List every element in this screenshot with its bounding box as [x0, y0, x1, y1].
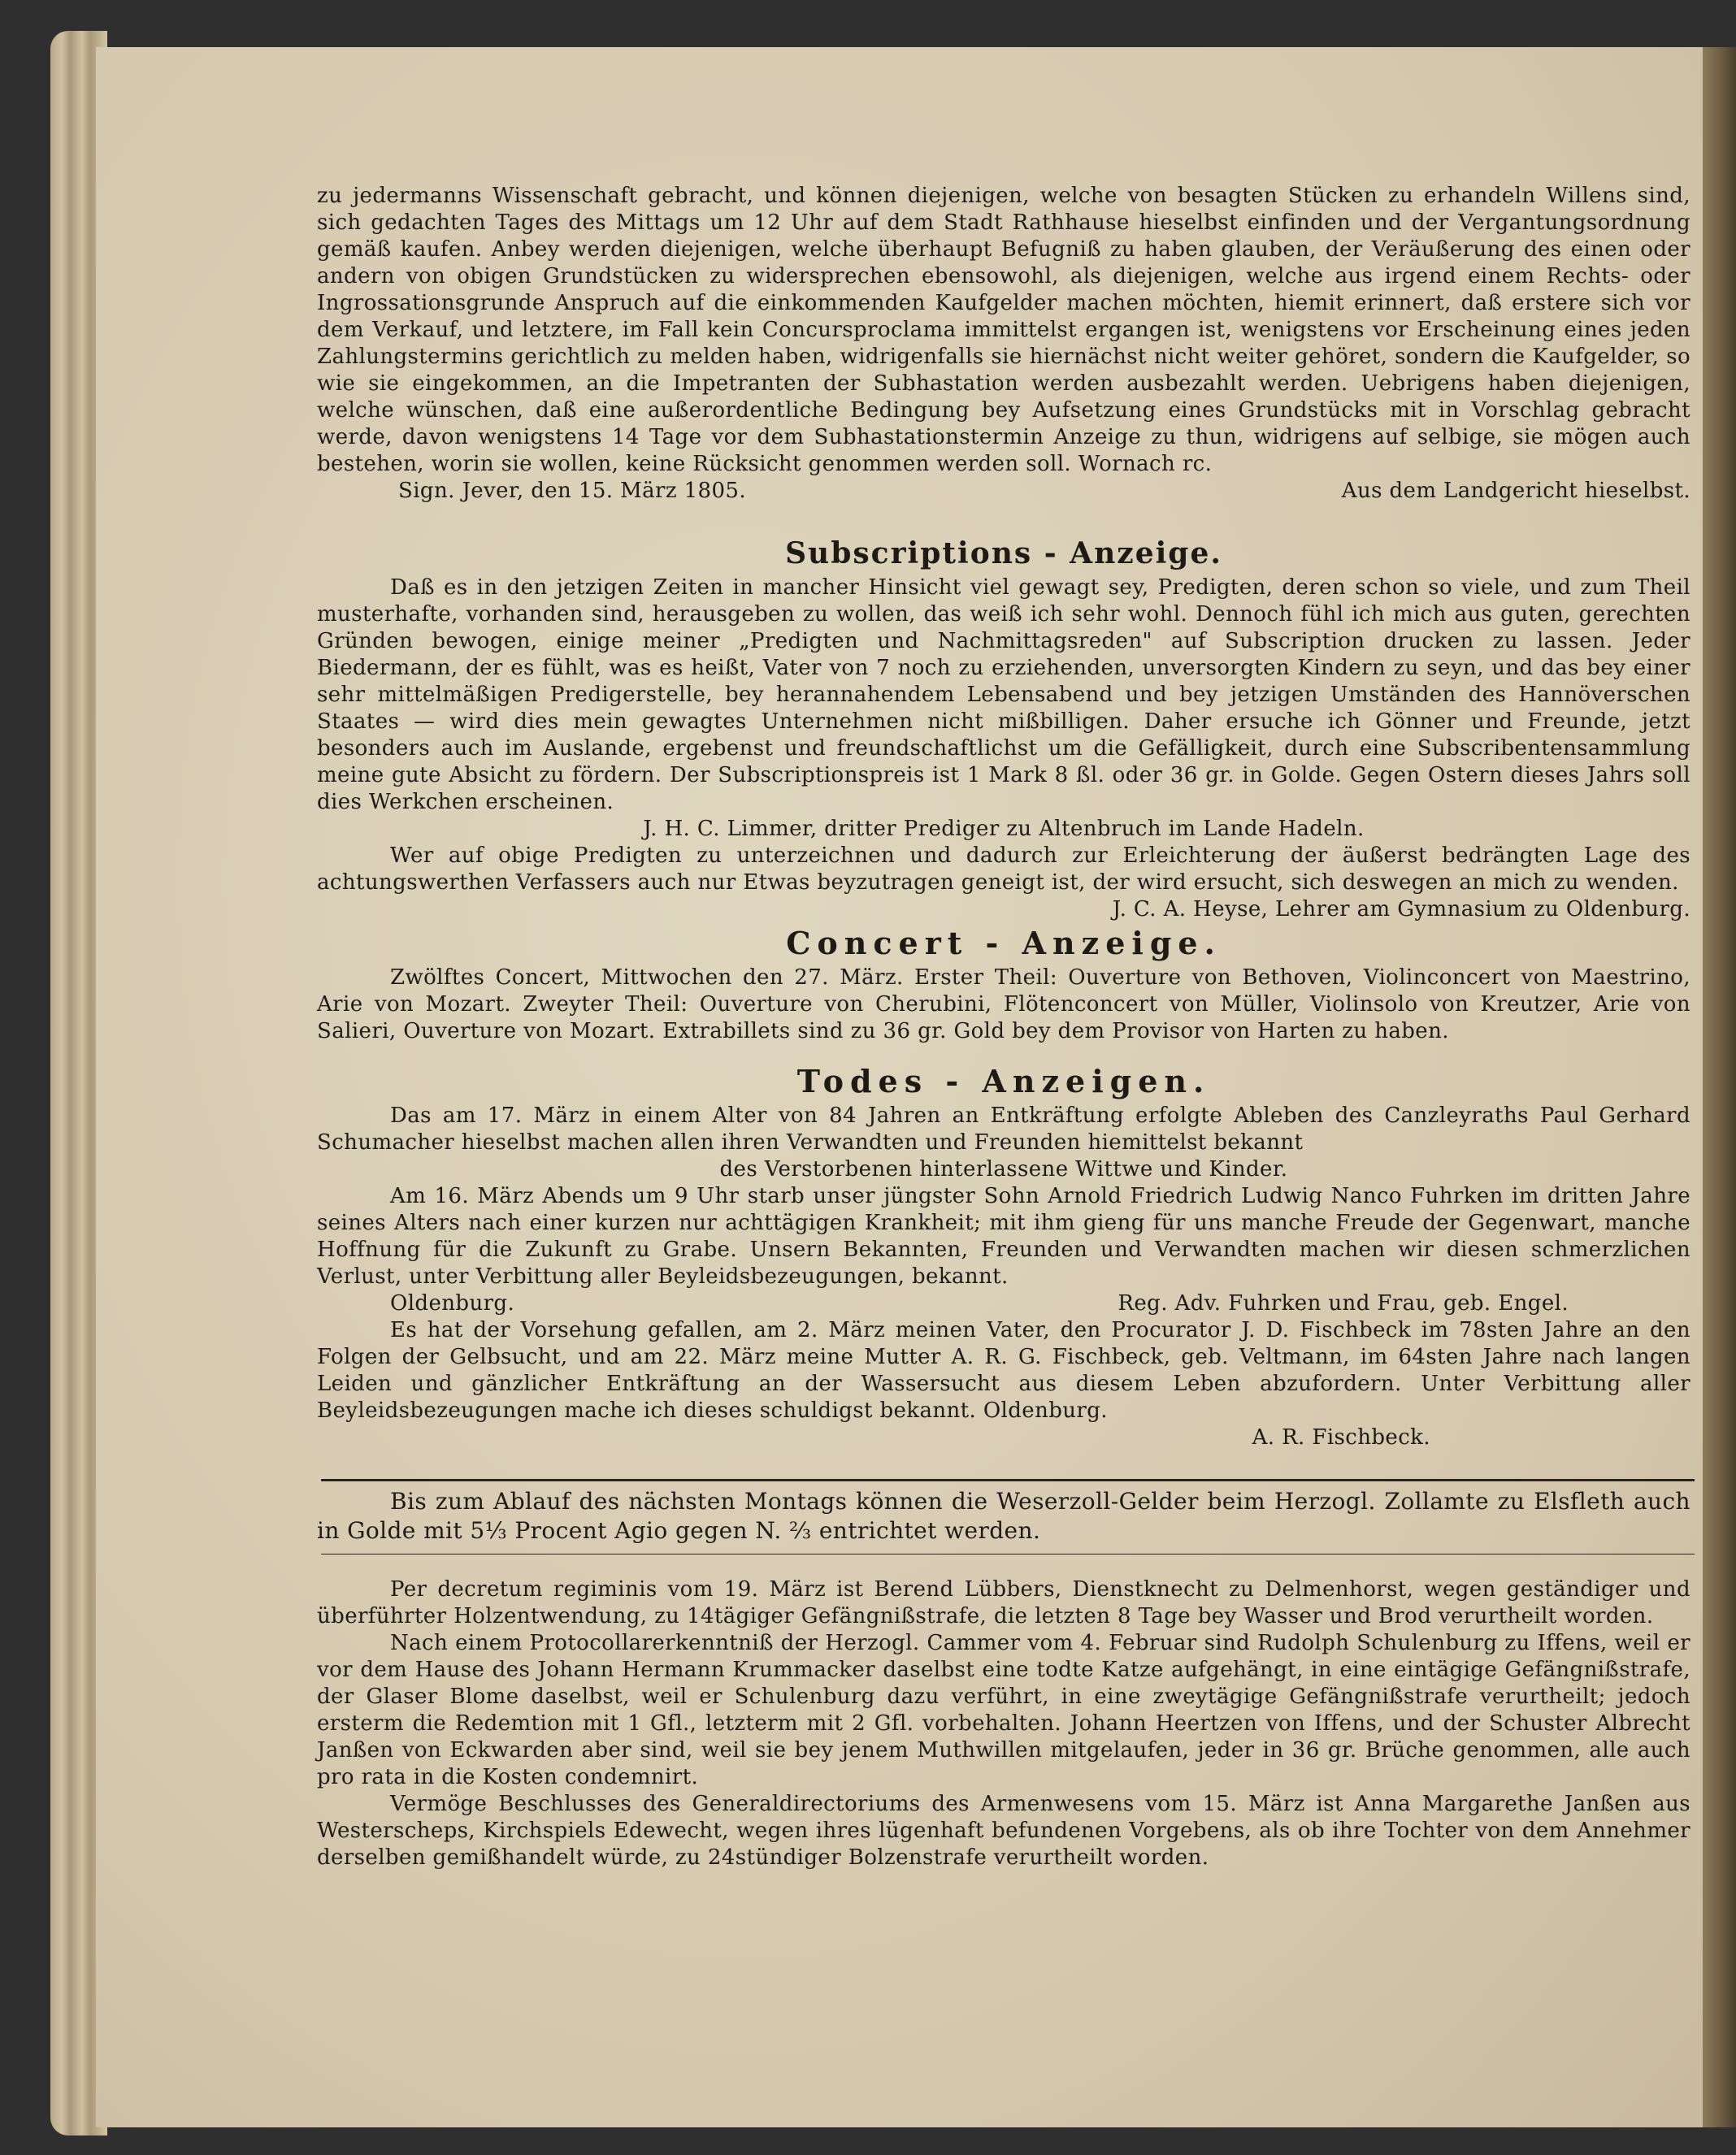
death-notice-1-signature: des Verstorbenen hinterlassene Wittwe und Kinder.: [719, 1157, 1288, 1182]
notice-top-signature-line: [317, 478, 1690, 505]
death-notice-2-place: Oldenburg.: [390, 1291, 515, 1316]
subscription-heading: Subscriptions - Anzeige.: [785, 536, 1222, 570]
toll-notice-section: [317, 1487, 1690, 1546]
death-notice-3: Es hat der Vorsehung gefallen, am 2. März meinen Vater, den Procurator J. D. Fischbeck im 78sten Jahre an den Folgen der Gelbsucht, und am 22. März meine Mutter A. R. G. Fischbeck, geb. Veltmann, im 64sten Jahre nach langen Leiden und gänzlicher Entkräftung an der Wassersucht aus diesem Leben abzufordern. Unter Verbittung aller Beyleidsbezeugungen mache ich dieses schuldigst bekannt. Oldenburg.: [317, 1318, 1690, 1423]
concert-section: [317, 922, 1690, 1045]
toll-notice: Bis zum Ablauf des nächsten Montags können die Weserzoll-Gelder beim Herzogl. Zollamte zu Elsfleth auch in Golde mit 5⅓ Procent Agio gegen N. ⅔ entrichtet werden.: [317, 1488, 1690, 1544]
decree-2: Nach einem Protocollarerkenntniß der Herzogl. Cammer vom 4. Februar sind Rudolph Schulenburg zu Iffens, weil er vor dem Hause des Johann Hermann Krummacker daselbst eine todte Katze aufgehängt, in eine eintägige Gefängnißstrafe, der Glaser Blome daselbst, weil er Schulenburg dazu verführt, in eine zweytägige Gefängnißstrafe verurtheilt; jedoch ersterm die Redemtion mit 1 Gfl., letzterm mit 2 Gfl. vorbehalten. Johann Heertzen von Iffens, und der Schuster Albrecht Janßen von Eckwarden aber sind, weil sie bey jenem Muthwillen mitgelaufen, jeder in 36 gr. Brüche genommen, alle auch pro rata in die Kosten condemnirt.: [317, 1631, 1690, 1789]
death-notice-1: Das am 17. März in einem Alter von 84 Jahren an Entkräftung erfolgte Ableben des Canzleyraths Paul Gerhard Schumacher hieselbst machen allen ihren Verwandten und Freunden hiemittelst bekannt: [317, 1104, 1690, 1155]
subscription-body: Daß es in den jetzigen Zeiten in mancher Hinsicht viel gewagt sey, Predigten, deren schon so viele, und zum Theil musterhafte, vorhanden sind, herausgeben zu wollen, das weiß ich sehr wohl. Dennoch fühl ich mich aus guten, gerechten Gründen bewogen, einige meiner „Predigten und Nachmittagsreden" auf Subscription drucken zu lassen. Jeder Biedermann, der es fühlt, was es heißt, Vater von 7 noch zu erziehenden, unversorgten Kindern zu seyn, und das bey einer sehr mittelmäßigen Predigerstelle, bey herannahendem Lebensabend und bey jetzigen Umständen des Hannöverschen Staates — wird dies mein gewagtes Unternehmen nicht mißbilligen. Daher ersuche ich Gönner und Freunde, jetzt besonders auch im Auslande, ergebenst und freundschaftlichst um die Gefälligkeit, durch eine Subscribentensammlung meine gute Absicht zu fördern. Der Subscriptionspreis ist 1 Mark 8 ßl. oder 36 gr. in Golde. Gegen Ostern dieses Jahrs soll dies Werkchen erscheinen.: [317, 575, 1690, 814]
notice-top: [317, 183, 1690, 505]
deaths-section: [317, 1060, 1690, 1451]
subscription-addendum-signature: J. C. A. Heyse, Lehrer am Gymnasium zu Oldenburg.: [1112, 897, 1690, 921]
decrees-section: [317, 1576, 1690, 1871]
deaths-heading: Todes - Anzeigen.: [796, 1063, 1211, 1099]
notice-top-sign-authority: Aus dem Landgericht hieselbst.: [1341, 479, 1690, 503]
death-notice-2-signature: Reg. Adv. Fuhrken und Frau, geb. Engel.: [1118, 1291, 1569, 1316]
notice-top-sign-place: Sign. Jever, den 15. März 1805.: [398, 479, 747, 503]
divider-rule-top: [321, 1479, 1695, 1481]
subscription-signature: J. H. C. Limmer, dritter Prediger zu Altenbruch im Lande Hadeln.: [643, 817, 1365, 841]
subscription-section: [317, 532, 1690, 923]
book-spine: [1703, 47, 1736, 2127]
decree-1: Per decretum regiminis vom 19. März ist Berend Lübbers, Dienstknecht zu Delmenhorst, wegen geständiger und überführter Holzentwendung, zu 14tägiger Gefängnißstrafe, die letzten 8 Tage bey Wasser und Brod verurtheilt worden.: [317, 1577, 1690, 1628]
death-notice-3-signature: A. R. Fischbeck.: [1252, 1425, 1430, 1450]
concert-heading: Concert - Anzeige.: [786, 925, 1222, 961]
concert-body: Zwölftes Concert, Mittwochen den 27. März. Erster Theil: Ouverture von Bethoven, Violinconcert von Maestrino, Arie von Mozart. Zweyter Theil: Ouverture von Cherubini, Flötenconcert von Müller, Violinsolo von Kreutzer, Arie von Salieri, Ouverture von Mozart. Extrabillets sind zu 36 gr. Gold bey dem Provisor von Harten zu haben.: [317, 965, 1690, 1043]
decree-3: Vermöge Beschlusses des Generaldirectoriums des Armenwesens vom 15. März ist Anna Margarethe Janßen aus Westerscheps, Kirchspiels Edewecht, wegen ihres lügenhaft befundenen Vorgebens, als ob ihre Tochter von dem Annehmer derselben gemißhandelt würde, zu 24stündiger Bolzenstrafe verurtheilt worden.: [317, 1792, 1690, 1870]
death-notice-2-signature-line: [317, 1290, 1690, 1317]
death-notice-2: Am 16. März Abends um 9 Uhr starb unser jüngster Sohn Arnold Friedrich Ludwig Nanco Fuhrken im dritten Jahre seines Alters nach einer kurzen nur achttägigen Krankheit; mit ihm gieng für uns manche Freude der Gegenwart, manche Hoffnung für die Zukunft zu Grabe. Unsern Bekannten, Freunden und Verwandten machen wir diesen schmerzlichen Verlust, unter Verbittung aller Beyleidsbezeugungen, bekannt.: [317, 1184, 1690, 1289]
notice-top-body: zu jedermanns Wissenschaft gebracht, und können diejenigen, welche von besagten Stücken zu erhandeln Willens sind, sich gedachten Tages des Mittags um 12 Uhr auf dem Stadt Rathhause hieselbst einfinden und der Vergantungsordnung gemäß kaufen. Anbey werden diejenigen, welche überhaupt Befugniß zu haben glauben, der Veräußerung des einen oder andern von obigen Grundstücken zu widersprechen ebensowohl, als diejenigen, welche aus irgend einem Rechts- oder Ingrossationsgrunde Anspruch auf die einkommenden Kaufgelder machen möchten, hiemit erinnert, daß erstere sich vor dem Verkauf, und letztere, im Fall kein Concursproclama immittelst ergangen ist, wenigstens vor Erscheinung eines jeden Zahlungstermins gerichtlich zu melden haben, widrigenfalls sie hiernächst nicht weiter gehöret, sondern die Kaufgelder, so wie sie eingekommen, an die Impetranten der Subhastation werden ausbezahlt werden. Uebrigens haben diejenigen, welche wünschen, daß eine außerordentliche Bedingung bey Aufsetzung eines Grundstücks mit in Vorschlag gebracht werde, davon wenigstens 14 Tage vor dem Subhastationstermin Anzeige zu thun, widrigens auf selbige, sie mögen auch bestehen, worin sie wollen, keine Rücksicht genommen werden soll. Wornach rc.: [317, 184, 1690, 476]
subscription-addendum: Wer auf obige Predigten zu unterzeichnen und dadurch zur Erleichterung der äußerst bedrängten Lage des achtungswerthen Verfassers auch nur Etwas beyzutragen geneigt ist, der wird ersucht, sich deswegen an mich zu wenden.: [317, 843, 1690, 895]
